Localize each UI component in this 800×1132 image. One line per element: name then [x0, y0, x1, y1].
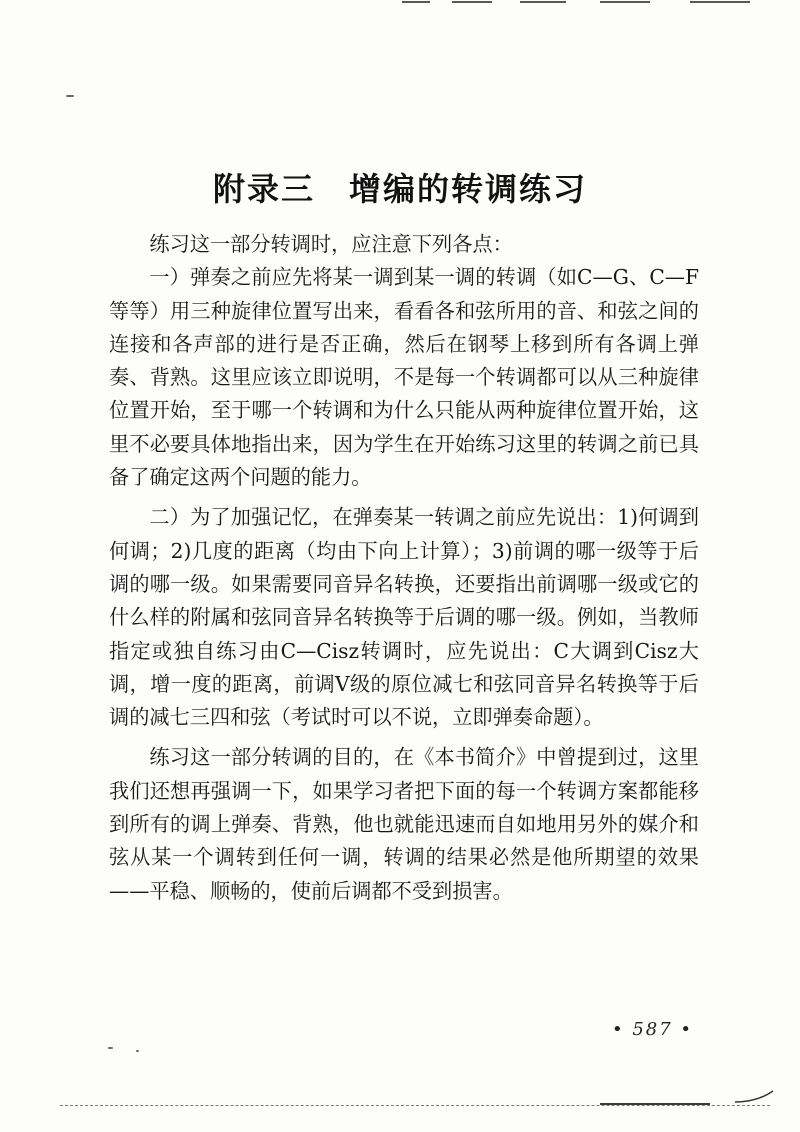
scan-speck — [136, 1050, 139, 1052]
scan-artifact-rule — [690, 1, 750, 3]
appendix-heading: 增编的转调练习 — [349, 170, 588, 208]
scan-artifact-rule — [452, 1, 492, 3]
page-title — [0, 164, 800, 210]
scan-artifact-bottom-rule — [60, 1105, 770, 1107]
scan-artifact-rule — [520, 1, 566, 3]
scan-artifact-bottom-mark — [600, 1103, 710, 1105]
scan-artifact-rule — [600, 1, 650, 3]
scan-speck — [66, 95, 74, 97]
paragraph-point-one: 一）弹奏之前应先将某一调到某一调的转调（如C—G、C—F等等）用三种旋律位置写出来，看看各和弦所用的音、和弦之间的连接和各声部的进行是否正确，然后在钢琴上移到所有各调上弹奏、背熟。这里应该立即说明，不是每一个转调都可以从三种旋律位置开始，至于哪一个转调和为什么只能从两种旋律位置开始，这里不必要具体地指出来，因为学生在开始练习这里的转调之前已具备了确定这两个问题的能力。 — [109, 265, 699, 490]
paragraph-intro: 练习这一部分转调时，应注意下列各点： — [149, 232, 513, 256]
page-number: • 587 • — [612, 1019, 694, 1040]
scan-artifact-rule — [402, 1, 430, 3]
scan-artifact-curve — [735, 1090, 775, 1104]
scan-speck — [108, 1047, 113, 1049]
paragraph-point-two: 二）为了加强记忆，在弹奏某一转调之前应先说出：1)何调到何调；2)几度的距离（均由下向上计算）；3)前调的哪一级等于后调的哪一级。如果需要同音异名转换，还要指出前调哪一级或它的什么样的附属和弦同音异名转换等于后调的哪一级。例如，当教师指定或独自练习由C—Cisz转调时，应先说出：C大调到Cisz大调，增一度的距离，前调Ⅴ级的原位减七和弦同音异名转换等于后调的减七三四和弦（考试时可以不说，立即弹奏命题）。 — [109, 505, 699, 730]
appendix-label: 附录三 — [212, 170, 315, 208]
paragraph-purpose: 练习这一部分转调的目的，在《本书简介》中曾提到过，这里我们还想再强调一下，如果学习者把下面的每一个转调方案都能移到所有的调上弹奏、背熟，他也就能迅速而自如地用另外的媒介和弦从某一个调转到任何一调，转调的结果必然是他所期望的效果——平稳、顺畅的，使前后调都不受到损害。 — [109, 745, 699, 903]
body-text — [109, 228, 699, 908]
